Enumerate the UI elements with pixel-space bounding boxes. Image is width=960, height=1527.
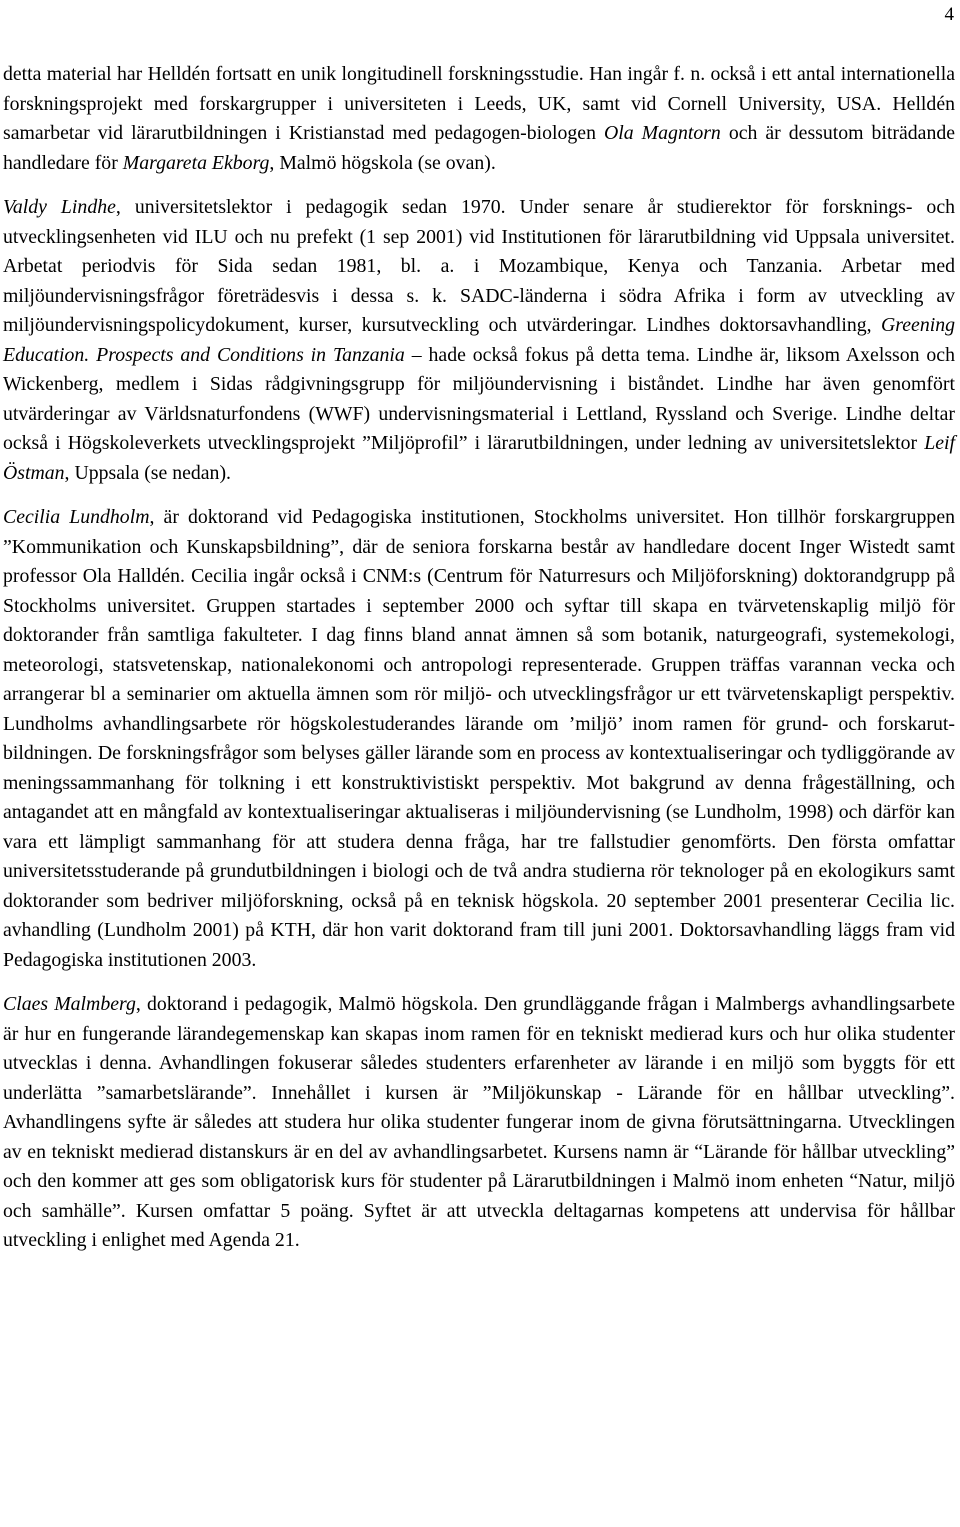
paragraph-malmberg <box>3 990 955 1256</box>
person-name-claes-malmberg: Claes Malmberg <box>3 993 136 1015</box>
person-name-ola-magntorn: Ola Magntorn <box>604 122 721 144</box>
person-name-valdy-lindhe: Valdy Lindhe <box>3 196 116 218</box>
paragraph-lundholm <box>3 503 955 975</box>
paragraph-hellden <box>3 60 955 178</box>
person-name-leif-ostman: Leif Östman <box>3 432 955 484</box>
person-name-margareta-ekborg: Margareta Ekborg <box>122 151 270 174</box>
text-run: och är dessutom biträdande handledare för <box>3 122 955 174</box>
text-run: , Malmö högskola (se ovan). <box>269 151 496 174</box>
document-body <box>3 60 955 1256</box>
page-number: 4 <box>944 4 954 25</box>
text-run: , doktorand i pedagogik, Malmö högskola. Den grundläggande frågan i Malmbergs avhandlingsarbete är hur en fungerande lärandegemenskap kan skapas inom ramen för en tekniskt medierad kurs och hur olika studenter utvecklas i denna. Avhandlingen fokuserar således studenters erfarenheter av lärande i en miljö som byggts för ett underlätta ”samarbetslärande”. Innehållet i kursen är ”Miljökunskap - Lärande för en hållbar utveckling”. Avhandlingens syfte är således att studera hur olika studenter fungerar inom de givna förutsättningarna. Utvecklingen av en tekniskt medierad distanskurs är en del av avhandlingsarbetet. Kursens namn är “Lärande för hållbar utveckling” och den kommer att ges som obligatorisk kurs för studenter på Lärarutbildningen i Malmö inom enheten “Natur, miljö och samhälle”. Kursen omfattar 5 poäng. Syftet är att utveckla deltagarnas kompetens att undervisa för hållbar utveckling i enlighet med Agenda 21. <box>3 993 955 1251</box>
text-run: , universitetslektor i pedagogik sedan 1970. Under senare år studierektor för forsknings- och utvecklingsenheten vid ILU och nu prefekt (1 sep 2001) vid Institutionen för lärarutbildning vid Uppsala universitet. Arbetat periodvis för Sida sedan 1981, bl. a. i Mozambique, Kenya och Tanzania. Arbetar med miljöundervisningsfrågor företrädesvis i dessa s. k. SADC-länderna i södra Afrika i form av utveckling av miljöundervisningspolicydokument, kurser, kursutveckling och utvärderingar. Lindhes doktorsavhandling, <box>3 196 955 336</box>
person-name-cecilia-lundholm: Cecilia Lundholm <box>3 506 150 528</box>
paragraph-lindhe <box>3 193 955 488</box>
text-run: , är doktorand vid Pedagogiska institutionen, Stockholms universitet. Hon tillhör forskargruppen ”Kommunikation och Kunskapsbildning”, där de seniora forskarna består av handledare docent Inger Wistedt samt professor Ola Halldén. Cecilia ingår också i CNM:s (Centrum för Naturresurs och Miljöforskning) doktorandgrupp på Stockholms universitet. Gruppen startades i september 2000 och syftar till skapa en tvärvetenskaplig miljö för doktorander från samtliga fakulteter. I dag finns bland annat ämnen så som botanik, naturgeografi, systemekologi, meteorologi, statsvetenskap, nationalekonomi och antropologi representerade. Gruppen träffas varannan vecka och arrangerar bl a seminarier om aktuella ämnen som rör miljö- och utvecklingsfrågor ur ett tvärvetenskapligt perspektiv. Lundholms avhandlingsarbete rör högskolestuderandes lärande om ’miljö’ inom ramen för grund- och forskarutbildningen. De forskningsfrågor som belyses gäller lärande som en process av kontextualiseringar och tydliggörande av meningssammanhang för tolkning i ett konstruktivistiskt perspektiv. Mot bakgrund av denna frågeställning, och antagandet att en mångfald av kontextualiseringar aktualiseras i miljöundervisning (se Lundholm, 1998) och därför kan vara ett lämpligt sammanhang för att studera denna fråga, har tre fallstudier genomförts. Den första omfattar universitetsstuderande på grundutbildningen i biologi och de två andra studierna rör teknologer på en ekologikurs samt doktorander som bedriver miljöforskning, också på en teknisk högskola. 20 september 2001 presenterar Cecilia lic. avhandling (Lundholm 2001) på KTH, där hon varit doktorand fram till juni 2001. Doktorsavhandling läggs fram vid Pedagogiska institutionen 2003. <box>3 506 955 971</box>
text-run: – hade också fokus på detta tema. Lindhe är, liksom Axelsson och Wickenberg, medlem i Sidas rådgivningsgrupp för miljöundervisning i biståndet. Lindhe har även genomfört utvärderingar av Världsnaturfondens (WWF) undervisningsmaterial i Lettland, Ryssland och Sverige. Lindhe deltar också i Högskoleverkets utvecklingsprojekt ”Miljöprofil” i lärarutbildningen, under ledning av universitetslektor <box>3 343 955 454</box>
text-run: , Uppsala (se nedan). <box>64 461 231 484</box>
dissertation-title: Greening Education. Prospects and Conditions in Tanzania <box>3 314 955 366</box>
text-run: detta material har Helldén fortsatt en unik longitudinell forskningsstudie. Han ingår f. n. också i ett antal internationella forskningsprojekt med forskargrupper i universiteten i Leeds, UK, samt vid Cornell University, USA. Helldén samarbetar vid lärarutbildningen i Kristianstad med pedagogen-biologen <box>3 63 955 144</box>
